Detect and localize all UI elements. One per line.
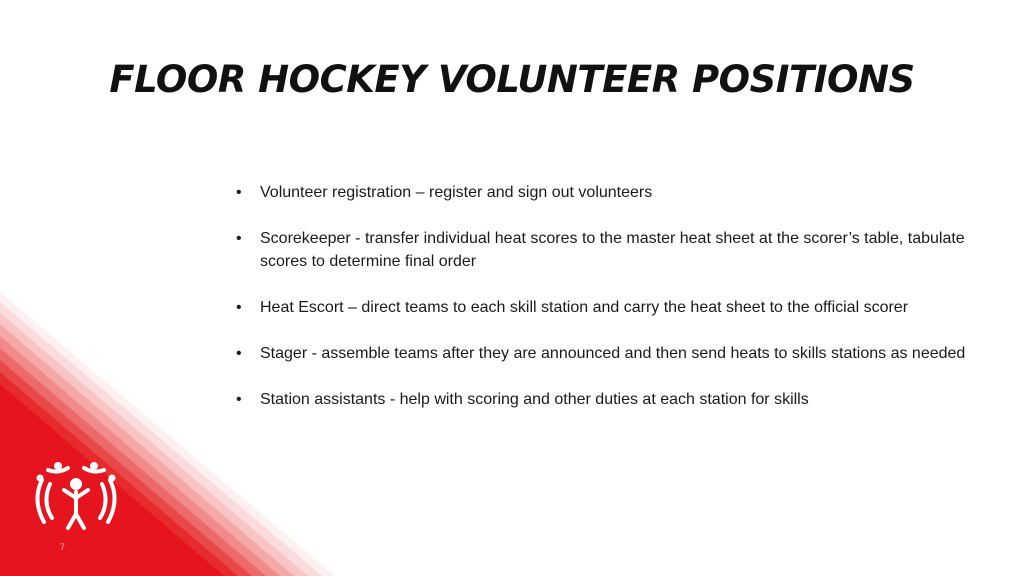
bullet-icon: •: [236, 299, 242, 316]
page-title: FLOOR HOCKEY VOLUNTEER POSITIONS: [109, 58, 915, 101]
bullet-icon: •: [236, 230, 242, 247]
bullet-icon: •: [236, 184, 242, 201]
bullet-item-stager: [236, 342, 976, 365]
bullet-text: Heat Escort – direct teams to each skill station and carry the heat sheet to the official scorer: [260, 299, 909, 316]
bullet-list: [236, 181, 976, 434]
bullet-icon: •: [236, 391, 242, 408]
bullet-icon: •: [236, 345, 242, 362]
bullet-text: Station assistants - help with scoring and other duties at each station for skills: [260, 391, 809, 408]
bullet-text: Stager - assemble teams after they are announced and then send heats to skills stations as needed: [260, 345, 966, 362]
slide-number: 7: [60, 542, 66, 552]
bullet-text: Scorekeeper - transfer individual heat scores to the master heat sheet at the scorer’s table, tabulate scores to determine final order: [260, 230, 965, 270]
bullet-item-registration: [236, 181, 976, 204]
bullet-item-station-assistants: [236, 388, 976, 411]
bullet-item-heat-escort: [236, 296, 976, 319]
bullet-item-scorekeeper: [236, 227, 976, 273]
special-olympics-logo-icon: [28, 456, 124, 540]
bullet-text: Volunteer registration – register and sign out volunteers: [260, 184, 653, 201]
